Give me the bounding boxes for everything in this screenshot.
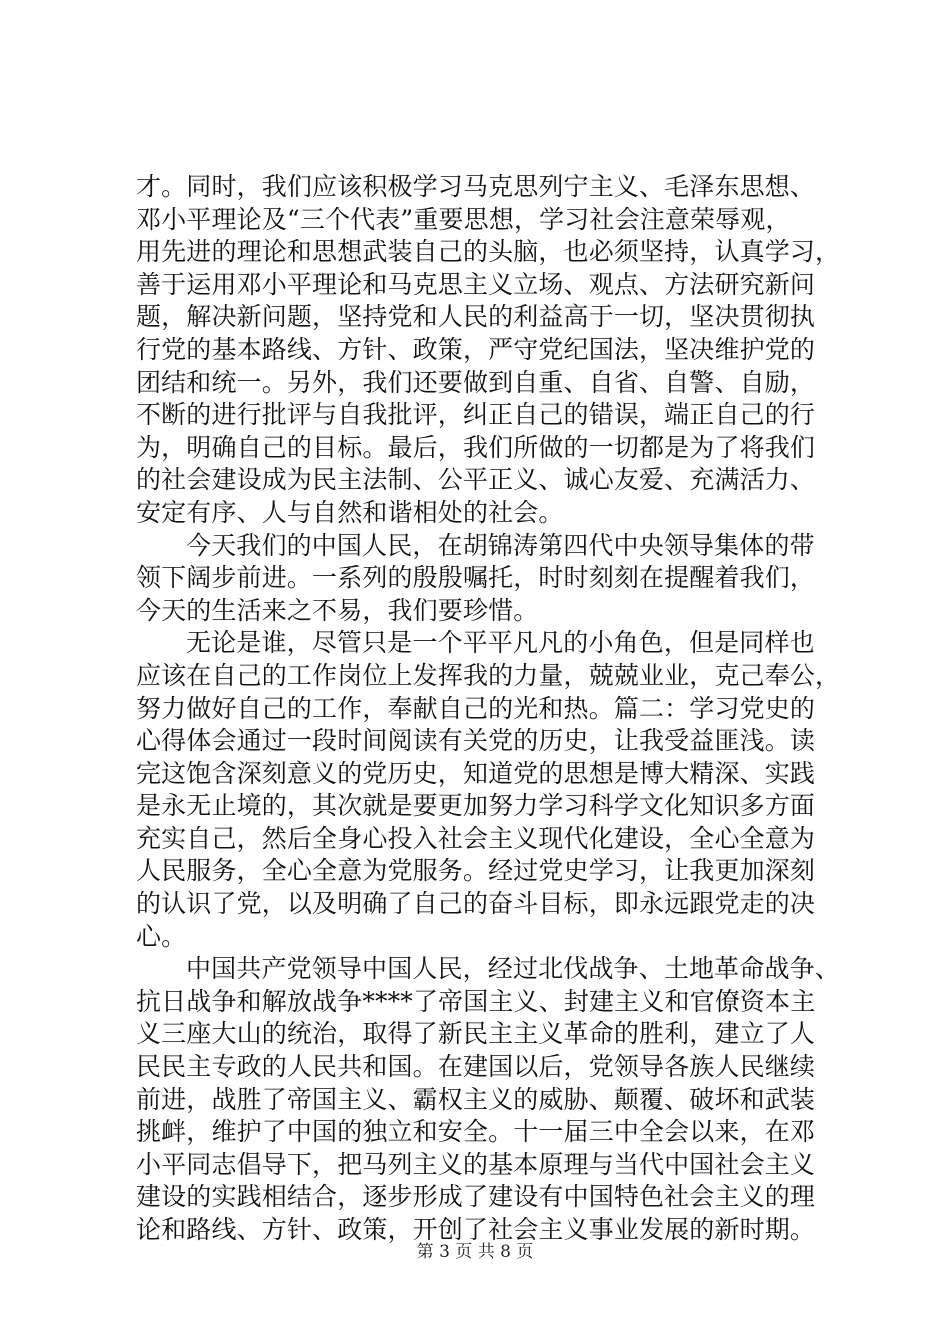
body-text [136,171,841,1247]
text-line: 民民主专政的人民共和国。在建国以后，党领导各族人民继续 [136,1052,816,1082]
text-line: 小平同志倡导下，把马列主义的基本原理与当代中国社会主义 [136,1149,816,1179]
text-line: 题，解决新问题，坚持党和人民的利益高于一切，坚决贯彻执 [136,302,816,332]
text-line: 为，明确自己的目标。最后，我们所做的一切都是为了将我们 [136,432,816,462]
text-line: 才。同时，我们应该积极学习马克思列宁主义、毛泽东思想、 [136,172,816,201]
text-line: 前进，战胜了帝国主义、霸权主义的威胁、颠覆、破坏和武装 [136,1084,816,1114]
text-line: 领下阔步前进。一系列的殷殷嘱托，时时刻刻在提醒着我们， [136,563,816,593]
text-line: 用先进的理论和思想武装自己的头脑，也必须坚持，认真学习， [136,237,841,267]
text-line: 充实自己，然后全身心投入社会主义现代化建设，全心全意为 [136,823,816,853]
text-line: 团结和统一。另外，我们还要做到自重、自省、自警、自励， [136,367,816,397]
text-line: 挑衅，维护了中国的独立和安全。十一届三中全会以来，在邓 [136,1117,816,1147]
text-line: 论和路线、方针、政策，开创了社会主义事业发展的新时期。 [136,1215,816,1244]
text-line: 努力做好自己的工作，奉献自己的光和热。篇二：学习党史的 [136,693,816,723]
text-line: 的认识了党，以及明确了自己的奋斗目标，即永远跟党走的决 [136,889,816,919]
text-line: 建设的实践相结合，逐步形成了建设有中国特色社会主义的理 [136,1182,816,1212]
text-line: 行党的基本路线、方针、政策，严守党纪国法，坚决维护党的 [136,334,816,364]
paragraph-start-line: 无论是谁，尽管只是一个平平凡凡的小角色，但是同样也 [186,628,815,658]
text-line: 抗日战争和解放战争****了帝国主义、封建主义和官僚资本主 [136,986,816,1016]
text-line: 应该在自己的工作岗位上发挥我的力量，兢兢业业，克己奉公， [136,660,841,690]
text-line: 邓小平理论及“三个代表”重要思想，学习社会注意荣辱观， [136,204,791,234]
text-line: 善于运用邓小平理论和马克思主义立场、观点、方法研究新问 [136,269,816,299]
text-line: 心得体会通过一段时间阅读有关党的历史，让我受益匪浅。读 [136,726,816,756]
page-number-footer: 第 3 页 共 8 页 [416,1242,534,1262]
text-line: 的社会建设成为民主法制、公平正义、诚心友爱、充满活力、 [136,465,816,495]
text-line: 安定有序、人与自然和谐相处的社会。 [136,497,564,527]
text-line: 不断的进行批评与自我批评，纠正自己的错误，端正自己的行 [136,400,816,430]
text-line: 完这饱含深刻意义的党历史，知道党的思想是博大精深、实践 [136,758,816,788]
text-line: 人民服务，全心全意为党服务。经过党史学习，让我更加深刻 [136,856,816,886]
text-line: 义三座大山的统治，取得了新民主主义革命的胜利，建立了人 [136,1019,816,1049]
paragraph-start-line: 今天我们的中国人民，在胡锦涛第四代中央领导集体的带 [186,530,815,560]
text-line: 心。 [136,921,187,951]
text-line: 是永无止境的，其次就是要更加努力学习科学文化知识多方面 [136,791,816,821]
paragraph-start-line: 中国共产党领导中国人民，经过北伐战争、土地革命战争、 [186,954,840,984]
text-line: 今天的生活来之不易，我们要珍惜。 [136,595,539,625]
